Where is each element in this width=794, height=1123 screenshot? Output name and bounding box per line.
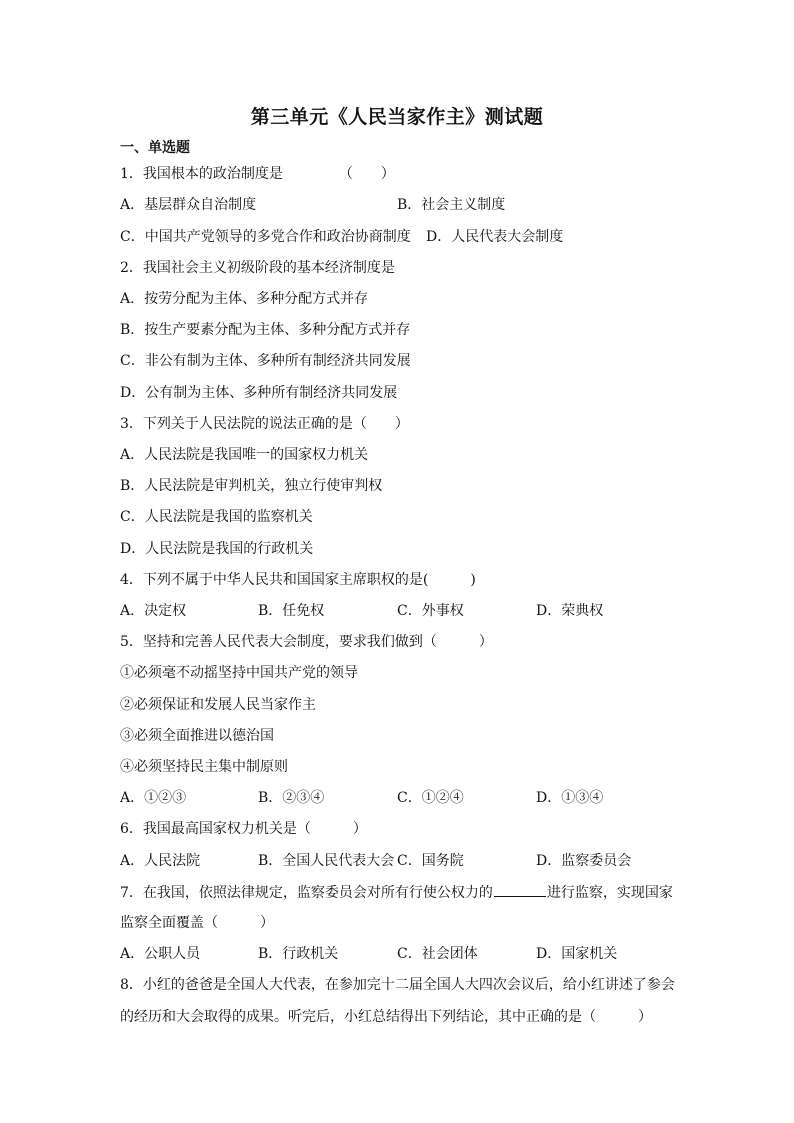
question-7-option-b: B．行政机关 <box>258 946 339 962</box>
page-title: 第三单元《人民当家作主》测试题 <box>250 106 544 128</box>
question-5-statement-4: ④必须坚持民主集中制原则 <box>120 759 288 775</box>
question-4-option-a: A．决定权 <box>120 603 187 619</box>
fill-in-blank <box>494 882 546 897</box>
question-1-option-b: B．社会主义制度 <box>397 197 506 213</box>
question-1-stem: 1．我国根本的政治制度是 （ ） <box>120 166 395 182</box>
question-7-option-a: A．公职人员 <box>120 946 201 962</box>
question-5-option-a: A．①②③ <box>120 790 187 806</box>
question-7-stem: 7．在我国，依照法律规定，监察委员会对所有行使公权力的 进行监察，实现国家 <box>120 882 673 903</box>
question-7-option-c: C．社会团体 <box>397 946 478 962</box>
question-7-stem-line-2: 监察全面覆盖（ ） <box>120 915 274 931</box>
question-4-option-d: D．荣典权 <box>536 603 604 619</box>
question-5-option-d: D．①③④ <box>536 790 604 806</box>
question-8-stem: 8．小红的爸爸是全国人大代表，在参加完十二届全国人大四次会议后，给小红讲述了参会 <box>120 977 675 993</box>
question-5-statement-3: ③必须全面推进以德治国 <box>120 728 274 744</box>
question-1-option-c: C．中国共产党领导的多党合作和政治协商制度 <box>120 229 411 245</box>
question-5-statement-1: ①必须毫不动摇坚持中国共产党的领导 <box>120 665 358 681</box>
question-5-option-c: C．①②④ <box>397 790 464 806</box>
question-5-statement-2: ②必须保证和发展人民当家作主 <box>120 697 316 713</box>
question-3-stem: 3．下列关于人民法院的说法正确的是（ ） <box>120 416 409 432</box>
question-6-option-a: A．人民法院 <box>120 853 201 869</box>
question-5-option-b: B．②③④ <box>258 790 325 806</box>
question-6-option-d: D．监察委员会 <box>536 853 632 869</box>
question-6-stem: 6．我国最高国家权力机关是（ ） <box>120 821 367 837</box>
question-4-stem: 4．下列不属于中华人民共和国国家主席职权的是( ) <box>120 572 476 588</box>
question-3-option-c: C．人民法院是我国的监察机关 <box>120 509 313 525</box>
question-6-option-b: B．全国人民代表大会 <box>258 853 395 869</box>
question-5-stem: 5．坚持和完善人民代表大会制度，要求我们做到（ ） <box>120 634 493 650</box>
section-heading: 一、单选题 <box>120 140 190 156</box>
question-2-option-d: D．公有制为主体、多种所有制经济共同发展 <box>120 385 398 401</box>
question-2-option-b: B．按生产要素分配为主体、多种分配方式并存 <box>120 322 411 338</box>
question-3-option-a: A．人民法院是我国唯一的国家权力机关 <box>120 447 369 463</box>
question-3-option-d: D．人民法院是我国的行政机关 <box>120 541 314 557</box>
question-2-stem: 2．我国社会主义初级阶段的基本经济制度是 <box>120 260 395 276</box>
question-2-option-a: A．按劳分配为主体、多种分配方式并存 <box>120 291 369 307</box>
question-3-option-b: B．人民法院是审判机关，独立行使审判权 <box>120 478 383 494</box>
question-7-option-d: D．国家机关 <box>536 946 618 962</box>
question-6-option-c: C．国务院 <box>397 853 464 869</box>
question-1-option-d: D．人民代表大会制度 <box>426 229 564 245</box>
question-2-option-c: C．非公有制为主体、多种所有制经济共同发展 <box>120 353 411 369</box>
question-4-option-b: B．任免权 <box>258 603 325 619</box>
question-4-option-c: C．外事权 <box>397 603 464 619</box>
question-8-stem-line-2: 的经历和大会取得的成果。听完后，小红总结得出下列结论，其中正确的是（ ） <box>120 1009 652 1025</box>
question-1-option-a: A．基层群众自治制度 <box>120 197 257 213</box>
